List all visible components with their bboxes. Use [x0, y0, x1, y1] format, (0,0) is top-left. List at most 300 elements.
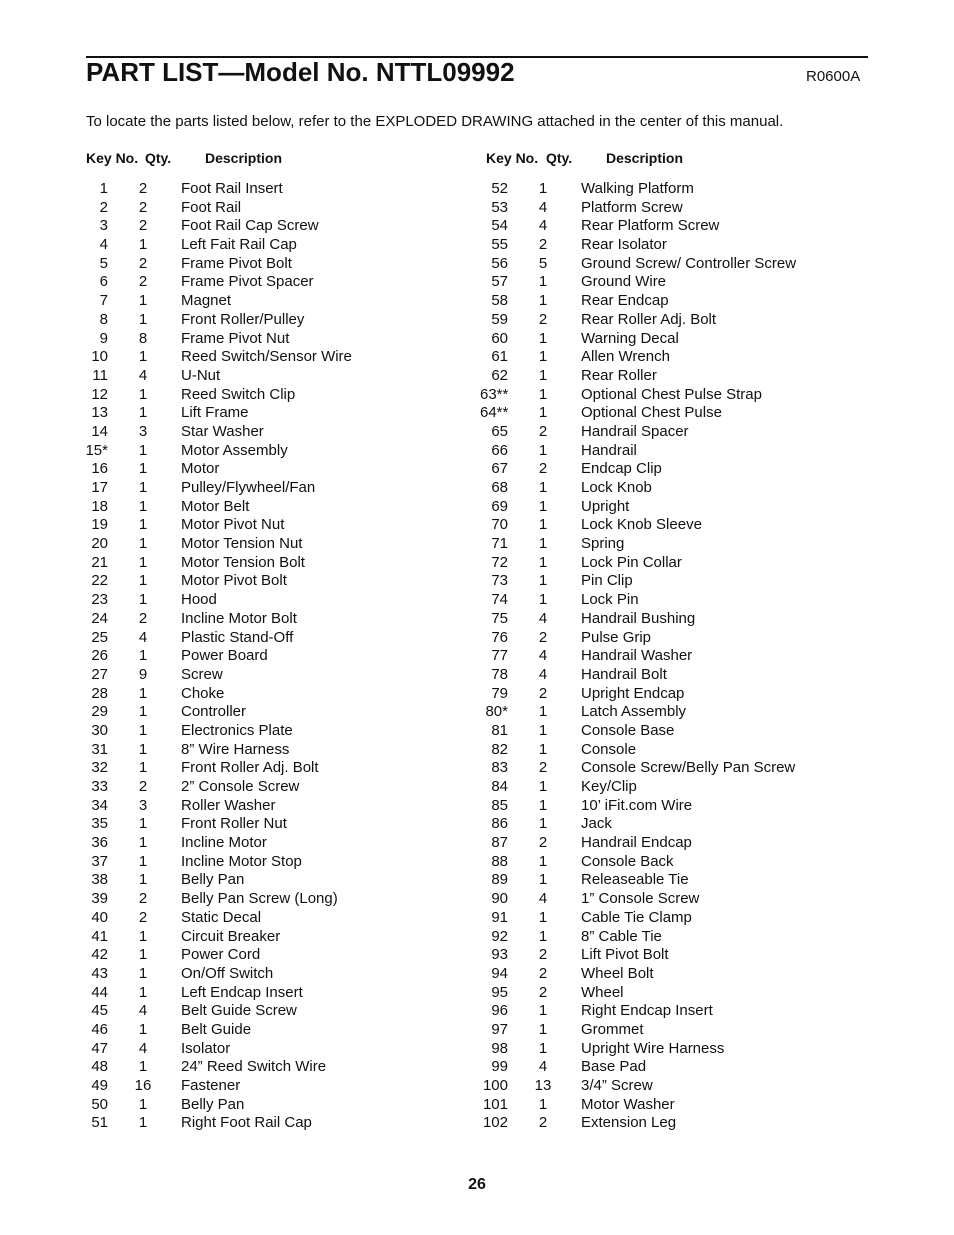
part-key-number: 55: [491, 236, 508, 254]
left-header-key: Key No.: [86, 150, 139, 166]
part-quantity: 2: [538, 628, 548, 646]
part-row: [480, 236, 880, 255]
part-row: [480, 591, 880, 610]
part-row: [80, 330, 480, 349]
part-row: [480, 217, 880, 236]
part-key-number: 78: [491, 665, 508, 683]
part-description: Handrail Bushing: [581, 609, 696, 627]
part-row: [80, 367, 480, 386]
part-row: [80, 442, 480, 461]
part-quantity: 2: [138, 217, 148, 235]
part-description: Warning Decal: [581, 329, 679, 347]
part-description: U-Nut: [181, 366, 221, 384]
part-quantity: 1: [138, 759, 148, 777]
part-row: [80, 666, 480, 685]
part-description: Belly Pan: [181, 1095, 245, 1113]
part-key-number: 95: [491, 983, 508, 1001]
right-header-key: Key No.: [486, 150, 539, 166]
part-row: [480, 180, 880, 199]
part-description: Handrail Endcap: [581, 834, 692, 852]
part-quantity: 1: [538, 329, 548, 347]
part-row: [480, 1002, 880, 1021]
part-quantity: 2: [138, 609, 148, 627]
part-quantity: 1: [138, 1114, 148, 1132]
part-quantity: 1: [138, 460, 148, 478]
right-header-qty: Qty.: [546, 150, 573, 166]
part-row: [80, 909, 480, 928]
part-description: Choke: [181, 684, 225, 702]
part-description: Foot Rail Insert: [181, 180, 283, 197]
part-description: 24” Reed Switch Wire: [181, 1058, 327, 1076]
part-quantity: 1: [538, 740, 548, 758]
part-key-number: 62: [491, 366, 508, 384]
part-key-number: 36: [91, 834, 108, 852]
part-description: Optional Chest Pulse: [581, 404, 722, 422]
part-description: Lock Pin: [581, 591, 639, 609]
part-row: [80, 834, 480, 853]
part-key-number: 25: [91, 628, 108, 646]
part-key-number: 23: [91, 591, 108, 609]
part-key-number: 57: [491, 273, 508, 291]
part-quantity: 1: [538, 516, 548, 534]
part-row: [80, 984, 480, 1003]
part-row: [80, 1114, 480, 1133]
part-quantity: 1: [538, 366, 548, 384]
part-key-number: 50: [91, 1095, 108, 1113]
part-row: [480, 199, 880, 218]
part-row: [480, 834, 880, 853]
part-key-number: 38: [91, 871, 108, 889]
part-description: 3/4” Screw: [581, 1077, 653, 1094]
part-description: Motor Washer: [581, 1095, 675, 1113]
part-description: Power Board: [181, 647, 268, 665]
part-key-number: 11: [92, 366, 108, 384]
part-row: [80, 1077, 480, 1096]
part-row: [80, 386, 480, 405]
part-quantity: 2: [538, 236, 548, 254]
part-row: [80, 853, 480, 872]
part-key-number: 81: [491, 721, 508, 739]
part-key-number: 54: [491, 217, 508, 235]
part-row: [480, 610, 880, 629]
part-row: [80, 629, 480, 648]
part-key-number: 96: [491, 1002, 508, 1020]
part-key-number: 101: [482, 1095, 508, 1113]
part-quantity: 3: [138, 422, 148, 440]
part-quantity: 2: [138, 908, 148, 926]
part-key-number: 2: [99, 198, 108, 216]
part-description: Controller: [181, 703, 247, 721]
part-description: Key/Clip: [581, 778, 637, 795]
part-description: Incline Motor Stop: [181, 852, 302, 870]
part-description: Ground Screw/ Controller Screw: [581, 254, 797, 272]
part-description: Front Roller Nut: [181, 815, 287, 833]
part-quantity: 2: [538, 964, 548, 982]
page-title: PART LIST—Model No. NTTL09992: [86, 57, 515, 87]
part-description: Pulley/Flywheel/Fan: [181, 479, 316, 496]
part-key-number: 51: [91, 1114, 108, 1132]
part-row: [480, 1021, 880, 1040]
part-quantity: 2: [538, 946, 548, 964]
part-row: [480, 423, 880, 442]
part-quantity: 2: [138, 198, 148, 216]
part-description: Base Pad: [581, 1058, 647, 1076]
part-description: Wheel: [581, 983, 624, 1001]
page-number: 26: [468, 1176, 486, 1193]
part-key-number: 12: [91, 385, 108, 403]
part-quantity: 4: [138, 628, 148, 646]
part-quantity: 1: [538, 871, 548, 889]
part-description: 2” Console Screw: [181, 778, 300, 795]
part-description: Star Washer: [181, 422, 264, 440]
part-key-number: 18: [91, 497, 108, 515]
left-header-desc: Description: [205, 150, 283, 166]
part-row: [80, 199, 480, 218]
part-description: Wheel Bolt: [581, 964, 654, 982]
part-row: [480, 367, 880, 386]
part-key-number: 26: [91, 647, 108, 665]
part-row: [480, 572, 880, 591]
part-description: Lock Knob Sleeve: [581, 516, 702, 534]
part-description: Left Fait Rail Cap: [181, 236, 297, 254]
part-description: Front Roller/Pulley: [181, 310, 305, 328]
part-description: Frame Pivot Spacer: [181, 273, 314, 291]
part-quantity: 1: [138, 236, 148, 254]
part-quantity: 1: [538, 348, 548, 366]
part-quantity: 1: [538, 535, 548, 553]
part-quantity: 2: [138, 890, 148, 908]
part-key-number: 82: [491, 740, 508, 758]
part-description: Handrail Washer: [581, 647, 693, 665]
part-row: [480, 535, 880, 554]
part-key-number: 5: [99, 254, 108, 272]
part-description: Motor Pivot Nut: [181, 516, 285, 534]
part-quantity: 1: [138, 684, 148, 702]
part-quantity: 1: [538, 553, 548, 571]
part-quantity: 1: [138, 964, 148, 982]
part-quantity: 4: [138, 366, 148, 384]
part-quantity: 2: [138, 254, 148, 272]
part-quantity: 1: [138, 815, 148, 833]
part-quantity: 1: [138, 647, 148, 665]
part-row: [480, 871, 880, 890]
part-row: [80, 815, 480, 834]
part-row: [80, 871, 480, 890]
part-key-number: 89: [491, 871, 508, 889]
part-row: [80, 1096, 480, 1115]
part-description: Console Screw/Belly Pan Screw: [581, 759, 796, 777]
part-quantity: 16: [134, 1077, 152, 1094]
part-key-number: 34: [91, 796, 108, 814]
part-key-number: 1: [99, 180, 108, 197]
part-description: 8” Cable Tie: [581, 927, 662, 945]
part-row: [80, 1058, 480, 1077]
part-row: [80, 311, 480, 330]
part-key-number: 64**: [480, 404, 509, 422]
part-key-number: 56: [491, 254, 508, 272]
part-key-number: 72: [491, 553, 508, 571]
part-key-number: 4: [99, 236, 108, 254]
part-description: Pulse Grip: [581, 628, 652, 646]
part-row: [80, 647, 480, 666]
part-row: [480, 255, 880, 274]
part-description: Latch Assembly: [581, 703, 687, 721]
part-quantity: 4: [538, 1058, 548, 1076]
part-key-number: 65: [491, 422, 508, 440]
part-description: Console Back: [581, 852, 674, 870]
part-quantity: 4: [538, 890, 548, 908]
part-key-number: 32: [91, 759, 108, 777]
part-key-number: 84: [491, 778, 508, 795]
part-quantity: 4: [538, 609, 548, 627]
part-key-number: 66: [491, 441, 508, 459]
part-quantity: 1: [138, 871, 148, 889]
part-quantity: 2: [538, 983, 548, 1001]
part-row: [80, 797, 480, 816]
part-row: [80, 1002, 480, 1021]
part-quantity: 4: [538, 217, 548, 235]
part-key-number: 41: [91, 927, 108, 945]
right-parts-list: [480, 180, 880, 1133]
part-key-number: 49: [91, 1077, 108, 1094]
part-quantity: 4: [138, 1039, 148, 1057]
part-key-number: 92: [491, 927, 508, 945]
part-key-number: 40: [91, 908, 108, 926]
part-key-number: 39: [91, 890, 108, 908]
part-quantity: 1: [138, 703, 148, 721]
part-key-number: 71: [491, 535, 508, 553]
part-row: [80, 965, 480, 984]
left-header-qty: Qty.: [145, 150, 172, 166]
intro-text: To locate the parts listed below, refer to the EXPLODED DRAWING attached in the center of this manual.: [86, 113, 784, 130]
part-quantity: 1: [538, 385, 548, 403]
part-row: [480, 666, 880, 685]
part-row: [80, 703, 480, 722]
part-description: Upright Endcap: [581, 684, 685, 702]
right-header-desc: Description: [606, 150, 684, 166]
part-key-number: 88: [491, 852, 508, 870]
part-key-number: 58: [491, 292, 508, 310]
part-quantity: 1: [138, 946, 148, 964]
part-key-number: 67: [491, 460, 508, 478]
part-key-number: 14: [91, 422, 108, 440]
part-quantity: 13: [534, 1077, 552, 1094]
part-description: Grommet: [581, 1020, 644, 1038]
part-row: [80, 460, 480, 479]
part-quantity: 2: [538, 759, 548, 777]
part-row: [80, 292, 480, 311]
part-key-number: 47: [91, 1039, 108, 1057]
part-quantity: 2: [538, 1114, 548, 1132]
part-quantity: 1: [538, 1020, 548, 1038]
part-row: [480, 442, 880, 461]
part-quantity: 1: [138, 927, 148, 945]
part-key-number: 48: [91, 1058, 108, 1076]
part-description: Rear Endcap: [581, 292, 669, 310]
part-quantity: 1: [538, 721, 548, 739]
part-description: Reed Switch Clip: [181, 385, 296, 403]
part-description: Belt Guide Screw: [181, 1002, 297, 1020]
part-description: Belly Pan Screw (Long): [181, 890, 338, 908]
part-quantity: 1: [138, 572, 148, 590]
part-key-number: 76: [491, 628, 508, 646]
part-row: [480, 498, 880, 517]
part-quantity: 2: [538, 310, 548, 328]
part-row: [80, 217, 480, 236]
part-key-number: 83: [491, 759, 508, 777]
part-row: [480, 703, 880, 722]
part-key-number: 87: [491, 834, 508, 852]
part-row: [480, 815, 880, 834]
part-row: [480, 853, 880, 872]
part-row: [80, 928, 480, 947]
part-description: Foot Rail: [181, 198, 242, 216]
part-quantity: 1: [138, 385, 148, 403]
part-key-number: 35: [91, 815, 108, 833]
part-description: Jack: [581, 815, 612, 833]
part-quantity: 2: [138, 273, 148, 291]
part-key-number: 27: [91, 665, 108, 683]
part-quantity: 4: [538, 665, 548, 683]
part-quantity: 4: [538, 647, 548, 665]
part-row: [480, 890, 880, 909]
part-quantity: 1: [138, 1058, 148, 1076]
part-row: [480, 1077, 880, 1096]
part-quantity: 1: [538, 796, 548, 814]
part-row: [480, 1040, 880, 1059]
part-description: Motor Assembly: [181, 441, 288, 459]
part-quantity: 1: [138, 591, 148, 609]
part-description: Walking Platform: [581, 180, 694, 197]
part-quantity: 1: [138, 983, 148, 1001]
part-description: Reed Switch/Sensor Wire: [181, 348, 352, 366]
part-key-number: 24: [91, 609, 108, 627]
part-row: [80, 1021, 480, 1040]
part-row: [480, 647, 880, 666]
part-quantity: 1: [538, 927, 548, 945]
part-quantity: 1: [138, 348, 148, 366]
part-quantity: 1: [538, 908, 548, 926]
part-quantity: 1: [538, 1002, 548, 1020]
part-row: [80, 1040, 480, 1059]
part-key-number: 97: [491, 1020, 508, 1038]
part-row: [80, 722, 480, 741]
part-description: Right Endcap Insert: [581, 1002, 713, 1020]
part-description: Static Decal: [181, 908, 262, 926]
part-key-number: 30: [91, 721, 108, 739]
part-key-number: 86: [491, 815, 508, 833]
part-quantity: 1: [538, 778, 548, 795]
part-key-number: 60: [491, 329, 508, 347]
part-quantity: 1: [138, 441, 148, 459]
part-key-number: 22: [91, 572, 108, 590]
part-description: Motor Tension Bolt: [181, 553, 305, 571]
part-key-number: 63**: [480, 385, 509, 403]
part-description: Circuit Breaker: [181, 927, 281, 945]
part-row: [480, 984, 880, 1003]
part-key-number: 100: [482, 1077, 508, 1094]
part-quantity: 5: [538, 254, 548, 272]
part-quantity: 3: [138, 796, 148, 814]
part-quantity: 1: [138, 404, 148, 422]
part-quantity: 1: [538, 273, 548, 291]
part-row: [80, 273, 480, 292]
part-key-number: 37: [91, 852, 108, 870]
part-row: [480, 330, 880, 349]
part-row: [480, 797, 880, 816]
part-description: Frame Pivot Bolt: [181, 254, 292, 272]
part-key-number: 15*: [85, 441, 108, 459]
part-quantity: 1: [538, 497, 548, 515]
part-key-number: 68: [491, 479, 508, 496]
part-row: [80, 423, 480, 442]
part-key-number: 53: [491, 198, 508, 216]
part-quantity: 1: [138, 479, 148, 496]
part-quantity: 1: [138, 553, 148, 571]
part-description: Cable Tie Clamp: [581, 908, 692, 926]
part-description: Motor Tension Nut: [181, 535, 303, 553]
part-key-number: 91: [491, 908, 508, 926]
part-row: [80, 180, 480, 199]
part-description: Rear Platform Screw: [581, 217, 720, 235]
part-quantity: 1: [138, 310, 148, 328]
part-quantity: 2: [538, 422, 548, 440]
part-quantity: 8: [138, 329, 148, 347]
part-row: [80, 778, 480, 797]
part-row: [480, 554, 880, 573]
part-description: Rear Roller: [581, 366, 657, 384]
part-row: [480, 629, 880, 648]
part-key-number: 94: [491, 964, 508, 982]
part-key-number: 8: [99, 310, 108, 328]
part-description: Pin Clip: [581, 572, 633, 590]
part-description: Upright Wire Harness: [581, 1039, 725, 1057]
part-key-number: 17: [91, 479, 108, 496]
part-row: [80, 498, 480, 517]
part-key-number: 13: [91, 404, 108, 422]
part-key-number: 69: [491, 497, 508, 515]
part-key-number: 44: [91, 983, 108, 1001]
part-key-number: 46: [91, 1020, 108, 1038]
part-key-number: 45: [91, 1002, 108, 1020]
part-description: Console: [581, 740, 637, 758]
part-key-number: 102: [482, 1114, 508, 1132]
part-quantity: 2: [138, 180, 148, 197]
part-key-number: 3: [99, 217, 108, 235]
part-description: Lock Pin Collar: [581, 553, 682, 571]
part-row: [80, 236, 480, 255]
part-description: 1” Console Screw: [581, 890, 700, 908]
part-key-number: 85: [491, 796, 508, 814]
part-quantity: 1: [138, 740, 148, 758]
part-row: [480, 273, 880, 292]
part-description: Motor Belt: [181, 497, 250, 515]
part-row: [480, 460, 880, 479]
part-row: [80, 685, 480, 704]
part-quantity: 1: [538, 180, 548, 197]
part-description: Rear Roller Adj. Bolt: [581, 310, 717, 328]
part-row: [80, 759, 480, 778]
part-row: [480, 946, 880, 965]
part-description: Screw: [181, 665, 223, 683]
part-description: Endcap Clip: [581, 460, 662, 478]
part-quantity: 1: [538, 292, 548, 310]
part-quantity: 1: [538, 1039, 548, 1057]
part-row: [480, 759, 880, 778]
part-quantity: 1: [538, 852, 548, 870]
part-row: [480, 1058, 880, 1077]
part-quantity: 1: [138, 852, 148, 870]
